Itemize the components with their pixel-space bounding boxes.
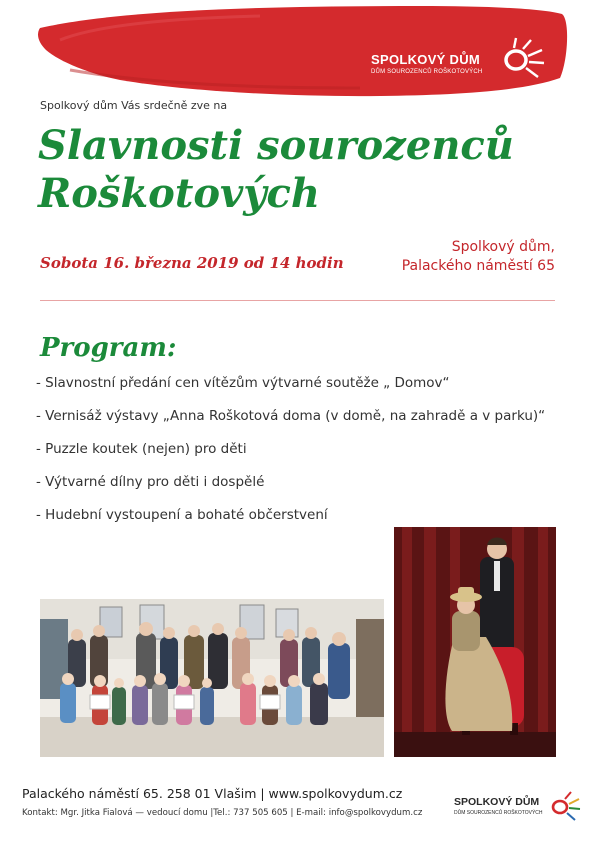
logo-title: SPOLKOVÝ DŮM <box>371 52 481 67</box>
event-title-line1: Slavnosti sourozenců <box>38 122 514 169</box>
program-list <box>36 374 546 539</box>
event-venue-line1: Spolkový dům, <box>451 239 555 255</box>
footer-logo-title: SPOLKOVÝ DŮM <box>454 796 540 808</box>
section-divider <box>40 300 555 301</box>
costume-photo <box>394 527 556 757</box>
program-item: - Hudební vystoupení a bohaté občerstvení <box>36 507 328 523</box>
logo-sun-icon <box>498 36 546 82</box>
program-item: - Výtvarné dílny pro děti i dospělé <box>36 474 265 490</box>
footer-contact: Kontakt: Mgr. Jitka Fialová — vedoucí domu |Tel.: 737 505 605 | E-mail: info@spolkovydum.cz <box>22 808 423 818</box>
program-heading: Program: <box>40 333 177 363</box>
group-photo <box>40 599 384 757</box>
footer-logo-subtitle: DŮM SOUROZENCŮ ROŠKOTOVÝCH <box>454 810 543 816</box>
footer-logo <box>440 786 590 826</box>
event-venue-line2: Palackého náměstí 65 <box>401 258 555 274</box>
footer-address: Palackého náměstí 65. 258 01 Vlašim | www.spolkovydum.cz <box>22 786 403 801</box>
program-item: - Vernisáž výstavy „Anna Roškotová doma (v domě, na zahradě a v parku)“ <box>36 408 546 424</box>
header-banner <box>0 0 595 110</box>
event-date: Sobota 16. března 2019 od 14 hodin <box>40 254 344 272</box>
invite-text: Spolkový dům Vás srdečně zve na <box>40 99 228 112</box>
program-item: - Slavnostní předání cen vítězům výtvarné soutěže „ Domov“ <box>36 375 450 391</box>
logo-subtitle: DŮM SOUROZENCŮ ROŠKOTOVÝCH <box>371 69 483 75</box>
program-item: - Puzzle koutek (nejen) pro děti <box>36 441 247 457</box>
event-title-line2: Roškotových <box>38 170 320 217</box>
footer-logo-sun-icon <box>548 790 582 822</box>
